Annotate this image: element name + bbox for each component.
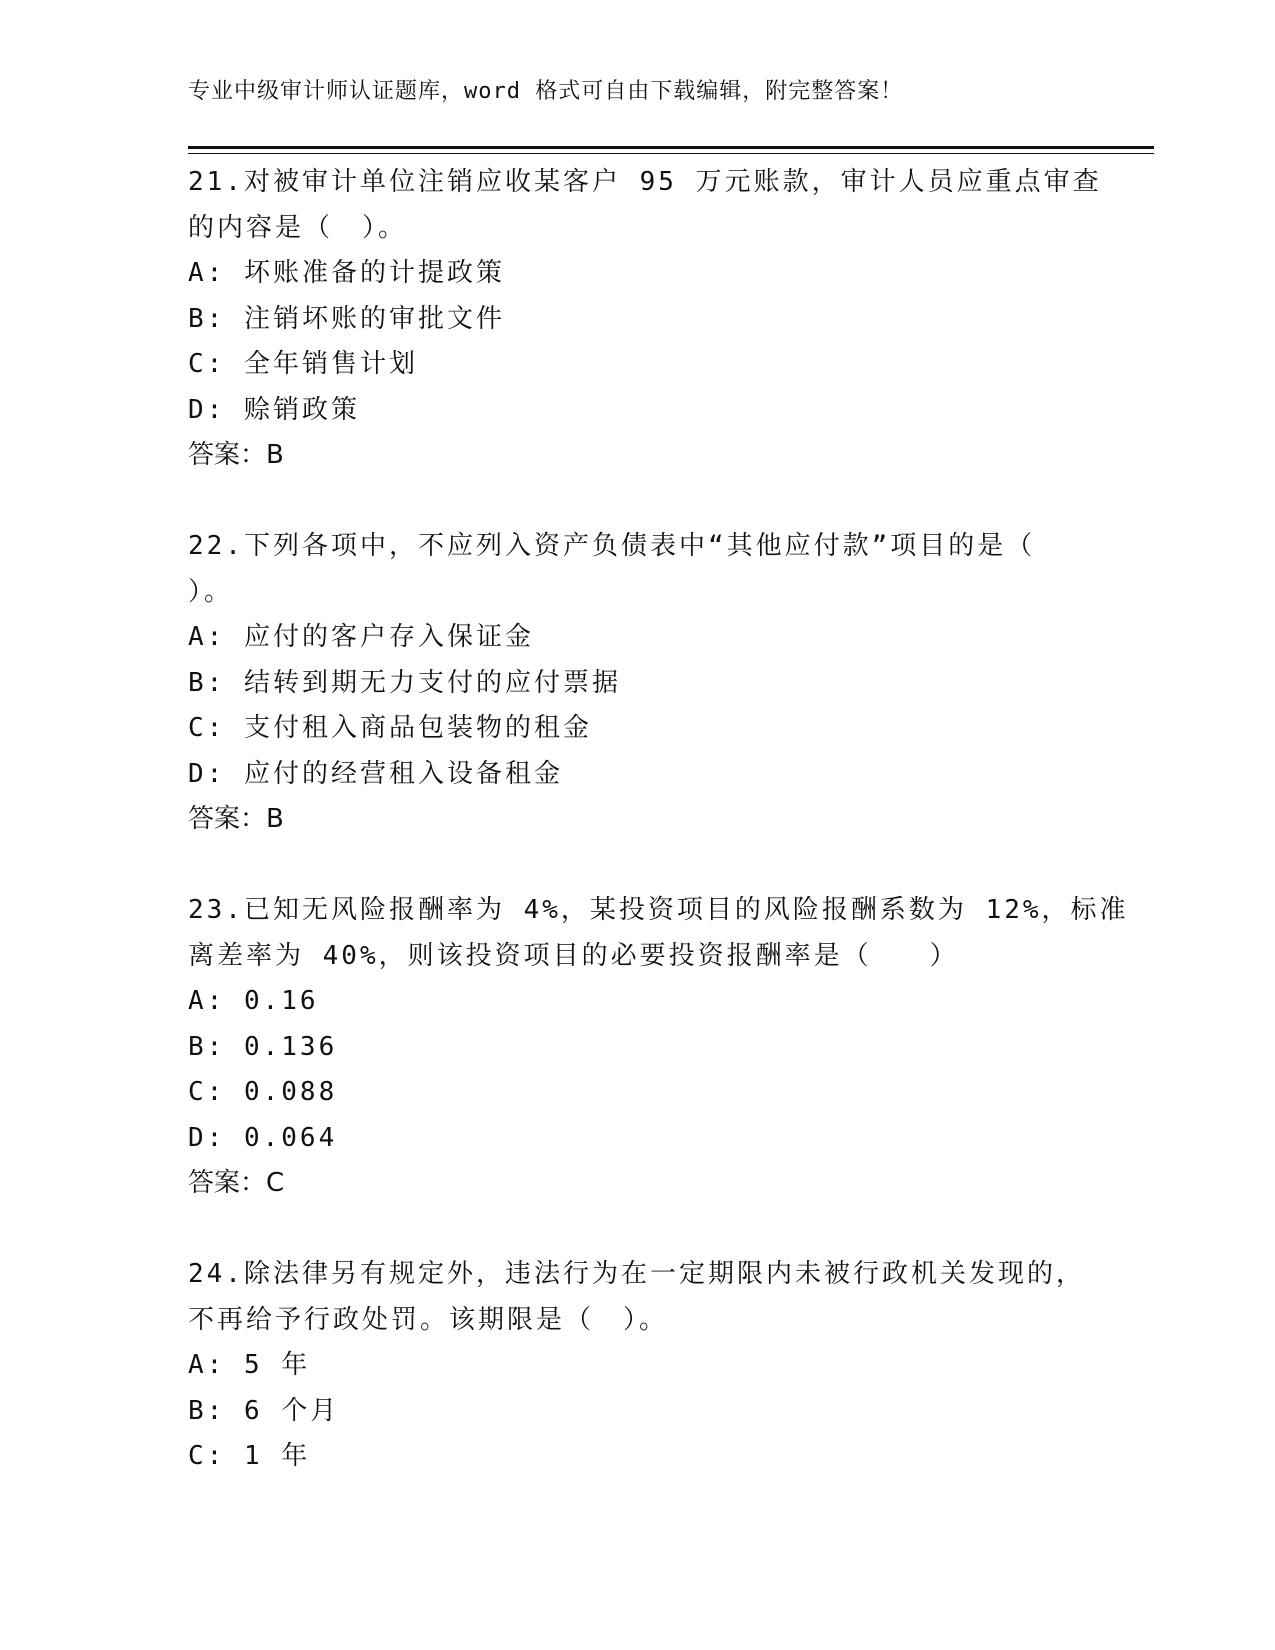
question-21 xyxy=(188,160,1148,479)
option-a: A: 应付的客户存入保证金 xyxy=(188,622,534,652)
answer-label: 答案：B xyxy=(188,440,284,470)
question-stem-line: 22.下列各项中，不应列入资产负债表中“其他应付款”项目的是（ xyxy=(188,531,1036,561)
question-stem-line: 不再给予行政处罚。该期限是（ ）。 xyxy=(188,1304,669,1335)
option-c: C: 支付租入商品包装物的租金 xyxy=(188,713,592,743)
option-d: D: 应付的经营租入设备租金 xyxy=(188,758,563,789)
answer-label: 答案：C xyxy=(188,1168,285,1198)
option-b: B: 0.136 xyxy=(188,1031,338,1062)
option-c: C: 0.088 xyxy=(188,1077,338,1107)
header-rule-thin xyxy=(188,153,1154,154)
spacer xyxy=(188,479,1148,525)
spacer xyxy=(188,1207,1148,1253)
answer-label: 答案：B xyxy=(188,804,284,834)
option-a: A: 5 年 xyxy=(188,1350,311,1380)
option-d: D: 赊销政策 xyxy=(188,394,360,425)
question-stem-line: 离差率为 40%，则该投资项目的必要投资报酬率是（ ） xyxy=(188,940,959,971)
question-23 xyxy=(188,888,1148,1207)
question-stem-line: 24.除法律另有规定外，违法行为在一定期限内未被行政机关发现的， xyxy=(188,1259,1085,1289)
option-c: C: 全年销售计划 xyxy=(188,349,418,379)
spacer xyxy=(188,843,1148,889)
option-d: D: 0.064 xyxy=(188,1122,338,1153)
question-stem-line: 23.已知无风险报酬率为 4%，某投资项目的风险报酬系数为 12%，标准 xyxy=(188,895,1129,925)
option-b: B: 结转到期无力支付的应付票据 xyxy=(188,667,621,698)
option-b: B: 注销坏账的审批文件 xyxy=(188,303,505,334)
option-a: A: 0.16 xyxy=(188,986,319,1016)
question-stem-line: 的内容是（ ）。 xyxy=(188,212,408,243)
option-a: A: 坏账准备的计提政策 xyxy=(188,258,505,288)
question-list xyxy=(188,160,1148,1480)
header-rule-thick xyxy=(188,146,1154,149)
question-24 xyxy=(188,1252,1148,1480)
header-note: 专业中级审计师认证题库，word 格式可自由下载编辑，附完整答案！ xyxy=(188,79,904,104)
option-c: C: 1 年 xyxy=(188,1441,311,1471)
option-b: B: 6 个月 xyxy=(188,1395,340,1426)
question-stem-line: ）。 xyxy=(188,576,234,607)
question-22 xyxy=(188,524,1148,843)
question-stem-line: 21.对被审计单位注销应收某客户 95 万元账款，审计人员应重点审查 xyxy=(188,167,1102,197)
